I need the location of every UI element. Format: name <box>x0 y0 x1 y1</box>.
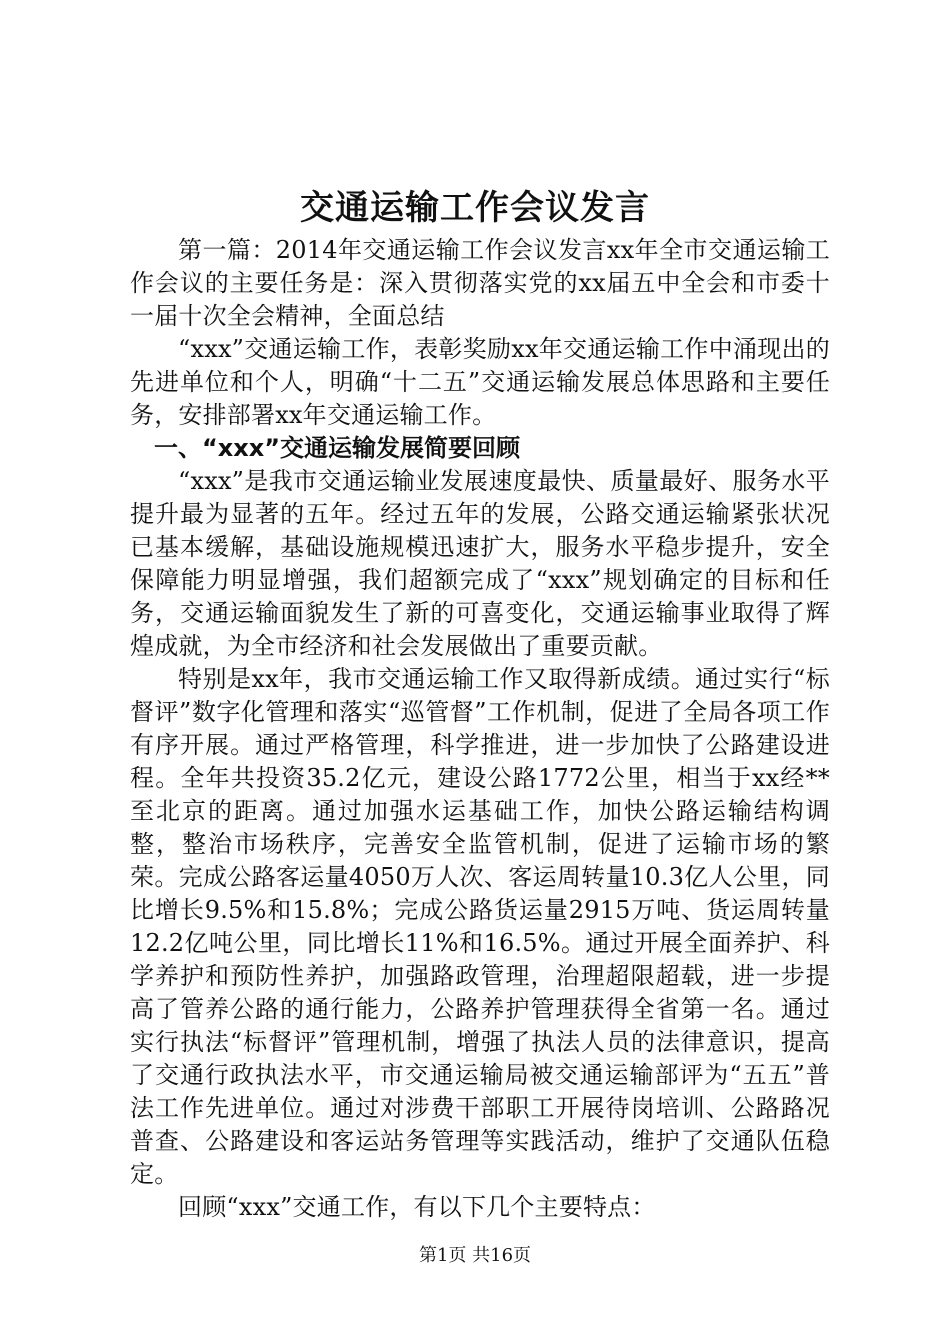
paragraph-features-intro: 回顾“xxx”交通工作，有以下几个主要特点： <box>178 1193 656 1221</box>
document-title: 交通运输工作会议发言 <box>300 188 650 228</box>
page-number-footer: 第1页 共16页 <box>418 1245 532 1266</box>
section-heading: 一、“xxx”交通运输发展简要回顾 <box>154 434 520 462</box>
paragraph-intro: 第一篇：2014年交通运输工作会议发言xx年全市交通运输工作会议的主要任务是：深入贯彻落实党的xx届五中全会和市委十一届十次全会精神，全面总结 <box>130 236 830 330</box>
paragraph-intro-continued: “xxx”交通运输工作，表彰奖励xx年交通运输工作中涌现出的先进单位和个人，明确“十二五”交通运输发展总体思路和主要任务，安排部署xx年交通运输工作。 <box>130 335 830 429</box>
document-body <box>130 234 830 1224</box>
paragraph-review: “xxx”是我市交通运输业发展速度最快、质量最好、服务水平提升最为显著的五年。经过五年的发展，公路交通运输紧张状况已基本缓解，基础设施规模迅速扩大，服务水平稳步提升，安全保障能力明显增强，我们超额完成了“xxx”规划确定的目标和任务，交通运输面貌发生了新的可喜变化，交通运输事业取得了辉煌成就，为全市经济和社会发展做出了重要贡献。 <box>130 467 830 660</box>
paragraph-achievements: 特别是xx年，我市交通运输工作又取得新成绩。通过实行“标督评”数字化管理和落实“巡管督”工作机制，促进了全局各项工作有序开展。通过严格管理，科学推进，进一步加快了公路建设进程。全年共投资35.2亿元，建设公路1772公里，相当于xx经**至北京的距离。通过加强水运基础工作，加快公路运输结构调整，整治市场秩序，完善安全监管机制，促进了运输市场的繁荣。完成公路客运量4050万人次、客运周转量10.3亿人公里，同比增长9.5%和15.8%；完成公路货运量2915万吨、货运周转量12.2亿吨公里，同比增长11%和16.5%。通过开展全面养护、科学养护和预防性养护，加强路政管理，治理超限超载，进一步提高了管养公路的通行能力，公路养护管理获得全省第一名。通过实行执法“标督评”管理机制，增强了执法人员的法律意识，提高了交通行政执法水平，市交通运输局被交通运输部评为“五五”普法工作先进单位。通过对涉费干部职工开展待岗培训、公路路况普查、公路建设和客运站务管理等实践活动，维护了交通队伍稳定。 <box>130 665 830 1188</box>
